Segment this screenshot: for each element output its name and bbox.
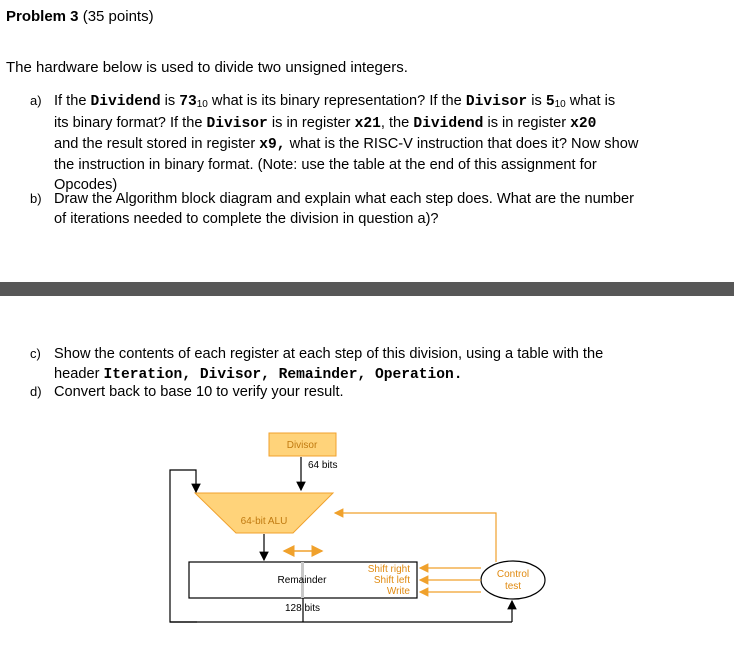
question-b-line-1: Draw the Algorithm block diagram and explain what each step does. What are the number <box>54 191 635 207</box>
alu-block <box>195 493 333 533</box>
question-d-line-1: Convert back to base 10 to verify your result. <box>54 384 344 400</box>
shift-right-label: Shift right <box>367 564 410 575</box>
question-c-line-1: Show the contents of each register at each step of this division, using a table with the <box>54 346 604 362</box>
write-label: Write <box>386 586 410 597</box>
dividend-term: Dividend <box>90 94 161 110</box>
question-d-label: d) <box>30 384 42 399</box>
dividend-value: 73 <box>179 94 197 110</box>
question-a-label: a) <box>30 93 42 108</box>
divisor-value: 5 <box>545 94 555 110</box>
remainder-label: Remainder <box>277 575 327 586</box>
intro-text: The hardware below is used to divide two unsigned integers. <box>6 59 408 76</box>
question-c-label: c) <box>30 346 41 361</box>
control-to-alu-wire <box>335 513 496 562</box>
problem-points: (35 points) <box>82 8 154 25</box>
table-header-spec: Iteration, Divisor, Remainder, Operation. <box>103 367 463 383</box>
divisor-bits-label: 64 bits <box>308 460 338 471</box>
divisor-register-label: Divisor <box>286 440 318 451</box>
test-label: test <box>504 581 522 592</box>
remainder-bits-label: 128 bits <box>285 603 321 614</box>
question-b-line-2: of iterations needed to complete the division in question a)? <box>54 211 439 227</box>
alu-label: 64-bit ALU <box>240 516 288 527</box>
question-a-line-4: the instruction in binary format. (Note: use the table at the end of this assignment for <box>54 157 597 173</box>
question-c-line-2: header Iteration, Divisor, Remainder, Operation. <box>54 366 463 383</box>
control-test-unit <box>481 561 545 599</box>
register-x9: x9, <box>259 137 286 153</box>
register-x20: x20 <box>570 116 597 132</box>
problem-number: Problem 3 <box>6 8 79 25</box>
question-b-label: b) <box>30 191 42 206</box>
remainder-feedback-wire <box>170 470 197 622</box>
question-a-line-1: If the Dividend is $73_{10}$ what is its binary representation? If the Divisor is $5_{10}$ what is <box>54 93 616 110</box>
question-a-line-2: its binary format? If the Divisor is in register x21, the Dividend is in register x20 <box>54 115 597 132</box>
control-label: Control <box>496 569 530 580</box>
dividend-base: 10 <box>196 99 208 110</box>
register-x21: x21 <box>354 116 381 132</box>
divisor-term: Divisor <box>465 94 528 110</box>
shift-left-label: Shift left <box>373 575 410 586</box>
question-a-line-3: and the result stored in register x9, what is the RISC-V instruction that does it? Now show <box>54 136 639 153</box>
divisor-base: 10 <box>554 99 566 110</box>
question-a-line-5: Opcodes) <box>54 177 118 193</box>
